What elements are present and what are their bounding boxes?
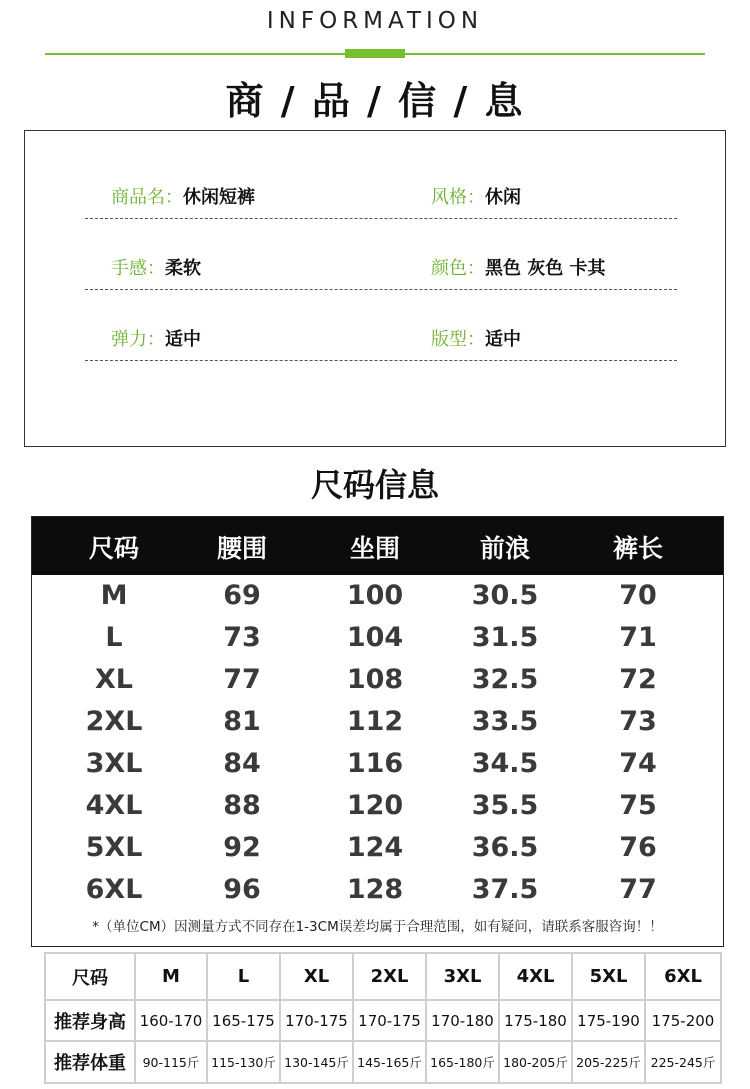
size-cell: 120 <box>346 790 404 821</box>
recommend-height-row <box>45 1000 721 1041</box>
info-label: 商品名： <box>111 187 183 208</box>
recommend-height-cell: 160-170 <box>135 1000 207 1041</box>
info-row <box>85 250 677 290</box>
size-row <box>32 580 723 622</box>
recommend-height-cell: 175-200 <box>645 1000 721 1041</box>
info-label: 弹力： <box>111 329 165 350</box>
recommend-height-cell: 170-175 <box>280 1000 353 1041</box>
recommend-weight-cell: 225-245斤 <box>645 1041 721 1083</box>
size-header-cell: 裤长 <box>612 534 663 563</box>
size-cell: 92 <box>223 832 261 863</box>
size-cell: 32.5 <box>471 664 539 695</box>
size-info-title: 尺码信息 <box>310 466 439 504</box>
dashed-divider <box>85 360 677 361</box>
size-cell: 100 <box>346 580 404 611</box>
size-cell: 81 <box>223 706 261 737</box>
size-cell: 72 <box>619 664 657 695</box>
info-value: 适中 <box>485 329 521 350</box>
recommend-weight-cell: 180-205斤 <box>499 1041 572 1083</box>
recommend-size-cell: XL <box>280 953 353 1000</box>
recommend-size-cell: L <box>207 953 280 1000</box>
info-item-fit <box>431 325 521 351</box>
size-cell: 33.5 <box>471 706 539 737</box>
info-value: 休闲短裤 <box>183 187 255 208</box>
size-cell: 124 <box>346 832 404 863</box>
info-item-elasticity <box>111 325 201 351</box>
green-accent-block <box>345 49 405 58</box>
size-chart <box>31 516 724 947</box>
size-row <box>32 832 723 874</box>
recommend-table <box>44 952 722 1084</box>
product-info-box <box>24 130 726 447</box>
size-cell: 34.5 <box>471 748 539 779</box>
size-cell: 74 <box>619 748 657 779</box>
size-cell: XL <box>94 664 134 695</box>
size-cell: 35.5 <box>471 790 539 821</box>
info-item-feel <box>111 254 201 280</box>
recommend-height-cell: 165-175 <box>207 1000 280 1041</box>
info-value: 适中 <box>165 329 201 350</box>
size-cell: 112 <box>346 706 404 737</box>
recommend-weight-cell: 165-180斤 <box>426 1041 499 1083</box>
size-cell: 116 <box>346 748 404 779</box>
recommend-height-cell: 170-175 <box>353 1000 426 1041</box>
recommend-weight-row <box>45 1041 721 1083</box>
size-cell: 73 <box>619 706 657 737</box>
recommend-size-cell: 3XL <box>426 953 499 1000</box>
size-cell: 84 <box>223 748 261 779</box>
size-cell: 88 <box>223 790 261 821</box>
size-chart-header <box>32 517 723 575</box>
info-label: 风格： <box>431 187 485 208</box>
info-value: 休闲 <box>485 187 521 208</box>
size-row <box>32 874 723 916</box>
recommend-weight-cell: 130-145斤 <box>280 1041 353 1083</box>
size-header-cell: 腰围 <box>216 534 267 563</box>
info-value: 柔软 <box>165 258 201 279</box>
size-cell: 4XL <box>85 790 143 821</box>
size-cell: 6XL <box>85 874 143 905</box>
size-row <box>32 622 723 664</box>
recommend-weight-cell: 205-225斤 <box>572 1041 645 1083</box>
size-cell: 3XL <box>85 748 143 779</box>
size-cell: 37.5 <box>471 874 539 905</box>
info-value: 黑色 灰色 卡其 <box>485 258 606 279</box>
size-row <box>32 790 723 832</box>
dashed-divider <box>85 218 677 219</box>
recommend-height-cell: 170-180 <box>426 1000 499 1041</box>
size-row <box>32 664 723 706</box>
recommend-weight-cell: 115-130斤 <box>207 1041 280 1083</box>
info-label: 颜色： <box>431 258 485 279</box>
info-row <box>85 179 677 219</box>
info-item-style <box>431 183 521 209</box>
size-cell: 31.5 <box>471 622 539 653</box>
product-info-title: 商 / 品 / 信 / 息 <box>225 79 525 123</box>
recommend-size-cell: 2XL <box>353 953 426 1000</box>
recommend-size-cell: 4XL <box>499 953 572 1000</box>
size-cell: M <box>100 580 128 611</box>
size-cell: 77 <box>223 664 261 695</box>
size-cell: 71 <box>619 622 657 653</box>
measurement-note: *（单位CM）因测量方式不同存在1-3CM误差均属于合理范围，如有疑问，请联系客服咨询！！ <box>92 919 663 935</box>
size-cell: 36.5 <box>471 832 539 863</box>
size-header-cell: 坐围 <box>349 534 400 563</box>
recommend-height-cell: 175-180 <box>499 1000 572 1041</box>
recommend-row-label: 尺码 <box>45 953 135 1000</box>
size-cell: 75 <box>619 790 657 821</box>
recommend-size-cell: M <box>135 953 207 1000</box>
info-item-name <box>111 183 255 209</box>
size-cell: 5XL <box>85 832 143 863</box>
size-cell: 30.5 <box>471 580 539 611</box>
recommend-height-cell: 175-190 <box>572 1000 645 1041</box>
recommend-size-row <box>45 953 721 1000</box>
size-cell: 2XL <box>85 706 143 737</box>
recommend-size-cell: 6XL <box>645 953 721 1000</box>
information-title: INFORMATION <box>266 8 484 34</box>
size-cell: 96 <box>223 874 261 905</box>
size-cell: 77 <box>619 874 657 905</box>
size-cell: 73 <box>223 622 261 653</box>
recommend-size-cell: 5XL <box>572 953 645 1000</box>
size-cell: L <box>105 622 123 653</box>
dashed-divider <box>85 289 677 290</box>
size-cell: 104 <box>346 622 404 653</box>
recommend-row-label: 推荐体重 <box>45 1041 135 1083</box>
size-cell: 70 <box>619 580 657 611</box>
recommend-row-label: 推荐身高 <box>45 1000 135 1041</box>
size-header-cell: 尺码 <box>88 534 139 563</box>
size-header-cell: 前浪 <box>479 534 530 563</box>
size-row <box>32 748 723 790</box>
size-cell: 108 <box>346 664 404 695</box>
size-cell: 69 <box>223 580 261 611</box>
info-item-color <box>431 254 606 280</box>
info-row <box>85 321 677 361</box>
size-row <box>32 706 723 748</box>
info-label: 手感： <box>111 258 165 279</box>
size-cell: 76 <box>619 832 657 863</box>
recommend-weight-cell: 90-115斤 <box>135 1041 207 1083</box>
recommend-weight-cell: 145-165斤 <box>353 1041 426 1083</box>
info-label: 版型： <box>431 329 485 350</box>
size-cell: 128 <box>346 874 404 905</box>
